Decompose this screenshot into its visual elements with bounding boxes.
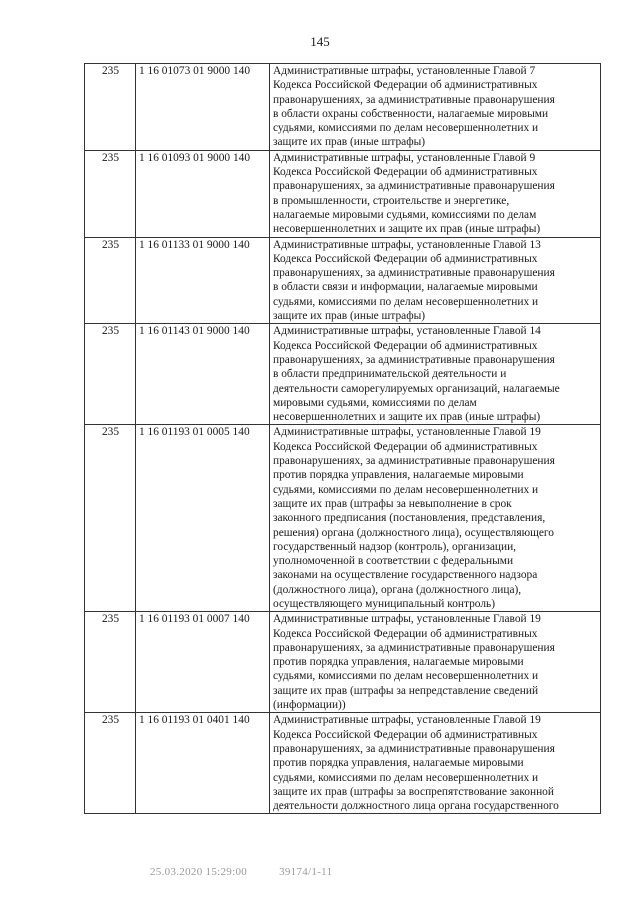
admin-code-cell: 235 (85, 324, 136, 425)
admin-code-cell: 235 (85, 425, 136, 612)
admin-code-cell: 235 (85, 713, 136, 814)
description-cell (270, 324, 601, 425)
description-line: Кодекса Российской Федерации об административных (273, 627, 538, 640)
description-line: (информации)) (273, 699, 346, 712)
budget-classification-code-cell: 1 16 01093 01 9000 140 (136, 150, 270, 237)
table-row (85, 425, 601, 612)
description-cell (270, 425, 601, 612)
description-line: в области предпринимательской деятельности и (273, 368, 507, 381)
description-line: Административные штрафы, установленные Главой 14 (273, 325, 541, 338)
description-line: государственный надзор (контроль), организации, (273, 540, 517, 553)
description-line: мировыми судьями, комиссиями по делам (273, 396, 477, 409)
description-line: Кодекса Российской Федерации об административных (273, 728, 538, 741)
description-line: против порядка управления, налагаемые мировыми (273, 656, 524, 669)
description-line: против порядка управления, налагаемые мировыми (273, 757, 524, 770)
budget-classification-code-cell: 1 16 01143 01 9000 140 (136, 324, 270, 425)
description-line: судьями, комиссиями по делам несовершеннолетних и (273, 122, 539, 135)
description-line: Кодекса Российской Федерации об административных (273, 339, 538, 352)
description-cell (270, 713, 601, 814)
description-line: правонарушениях, за административные правонарушения (273, 641, 555, 654)
table-row (85, 713, 601, 814)
budget-classification-code-cell: 1 16 01073 01 9000 140 (136, 64, 270, 151)
footer-timestamp: 25.03.2020 15:29:00 (150, 866, 248, 878)
budget-classification-code-cell: 1 16 01193 01 0401 140 (136, 713, 270, 814)
description-line: Кодекса Российской Федерации об административных (273, 440, 538, 453)
admin-code-cell: 235 (85, 612, 136, 713)
description-line: решения) органа (должностного лица), осуществляющего (273, 526, 555, 539)
description-cell (270, 237, 601, 324)
description-line: законами на осуществление государственного надзора (273, 569, 538, 582)
description-line: осуществляющего муниципальный контроль) (273, 597, 496, 610)
description-line: несовершеннолетних и защите их прав (иные штрафы) (273, 223, 541, 236)
table-row (85, 64, 601, 151)
description-line: Кодекса Российской Федерации об административных (273, 166, 538, 179)
description-line: правонарушениях, за административные правонарушения (273, 93, 555, 106)
table-row (85, 612, 601, 713)
description-line: судьями, комиссиями по делам несовершеннолетних и (273, 295, 539, 308)
description-line: судьями, комиссиями по делам несовершеннолетних и (273, 483, 539, 496)
description-cell (270, 64, 601, 151)
description-line: деятельности должностного лица органа государственного (273, 800, 559, 813)
description-line: Кодекса Российской Федерации об административных (273, 252, 538, 265)
admin-code-cell: 235 (85, 64, 136, 151)
table-body (85, 64, 601, 814)
description-line: судьями, комиссиями по делам несовершеннолетних и (273, 771, 539, 784)
description-line: Кодекса Российской Федерации об административных (273, 79, 538, 92)
description-line: в области охраны собственности, налагаемые мировыми (273, 107, 549, 120)
description-line: Административные штрафы, установленные Главой 7 (273, 65, 536, 77)
footer-doc-id: 39174/1-11 (279, 866, 333, 878)
description-line: Административные штрафы, установленные Главой 19 (273, 714, 541, 727)
description-line: судьями, комиссиями по делам несовершеннолетних и (273, 670, 539, 683)
description-cell (270, 150, 601, 237)
description-line: несовершеннолетних и защите их прав (иные штрафы) (273, 411, 541, 424)
description-line: Административные штрафы, установленные Главой 19 (273, 426, 541, 439)
description-line: налагаемые мировыми судьями, комиссиями по делам (273, 208, 537, 221)
description-line: в области связи и информации, налагаемые мировыми (273, 281, 538, 294)
description-line: правонарушениях, за административные правонарушения (273, 742, 555, 755)
table-row (85, 324, 601, 425)
table-row (85, 237, 601, 324)
description-line: защите их прав (штрафы за непредставление сведений (273, 684, 539, 697)
description-line: правонарушениях, за административные правонарушения (273, 267, 555, 280)
description-line: правонарушениях, за административные правонарушения (273, 455, 555, 468)
description-line: защите их прав (штрафы за воспрепятствование законной (273, 785, 554, 798)
budget-classification-code-cell: 1 16 01193 01 0007 140 (136, 612, 270, 713)
description-line: деятельности саморегулируемых организаций, налагаемые (273, 382, 560, 395)
description-line: Административные штрафы, установленные Главой 9 (273, 151, 536, 164)
description-line: правонарушениях, за административные правонарушения (273, 180, 555, 193)
description-line: защите их прав (иные штрафы) (273, 136, 426, 149)
footer-stamp (150, 866, 332, 878)
budget-classification-code-cell: 1 16 01193 01 0005 140 (136, 425, 270, 612)
description-cell (270, 612, 601, 713)
description-line: защите их прав (иные штрафы) (273, 310, 426, 323)
table-row (85, 150, 601, 237)
description-line: Административные штрафы, установленные Главой 13 (273, 238, 541, 251)
description-line: в промышленности, строительстве и энергетике, (273, 194, 510, 207)
budget-classification-code-cell: 1 16 01133 01 9000 140 (136, 237, 270, 324)
page-number: 145 (310, 34, 330, 49)
description-line: уполномоченной в соответствии с федеральными (273, 555, 514, 568)
description-line: защите их прав (штрафы за невыполнение в срок (273, 497, 512, 510)
description-line: правонарушениях, за административные правонарушения (273, 353, 555, 366)
admin-code-cell: 235 (85, 237, 136, 324)
description-line: Административные штрафы, установленные Главой 19 (273, 613, 541, 626)
description-line: против порядка управления, налагаемые мировыми (273, 469, 524, 482)
budget-codes-table (84, 63, 601, 814)
description-line: (должностного лица), органа (должностного лица), (273, 583, 522, 596)
admin-code-cell: 235 (85, 150, 136, 237)
description-line: законного предписания (постановления, представления, (273, 512, 546, 525)
